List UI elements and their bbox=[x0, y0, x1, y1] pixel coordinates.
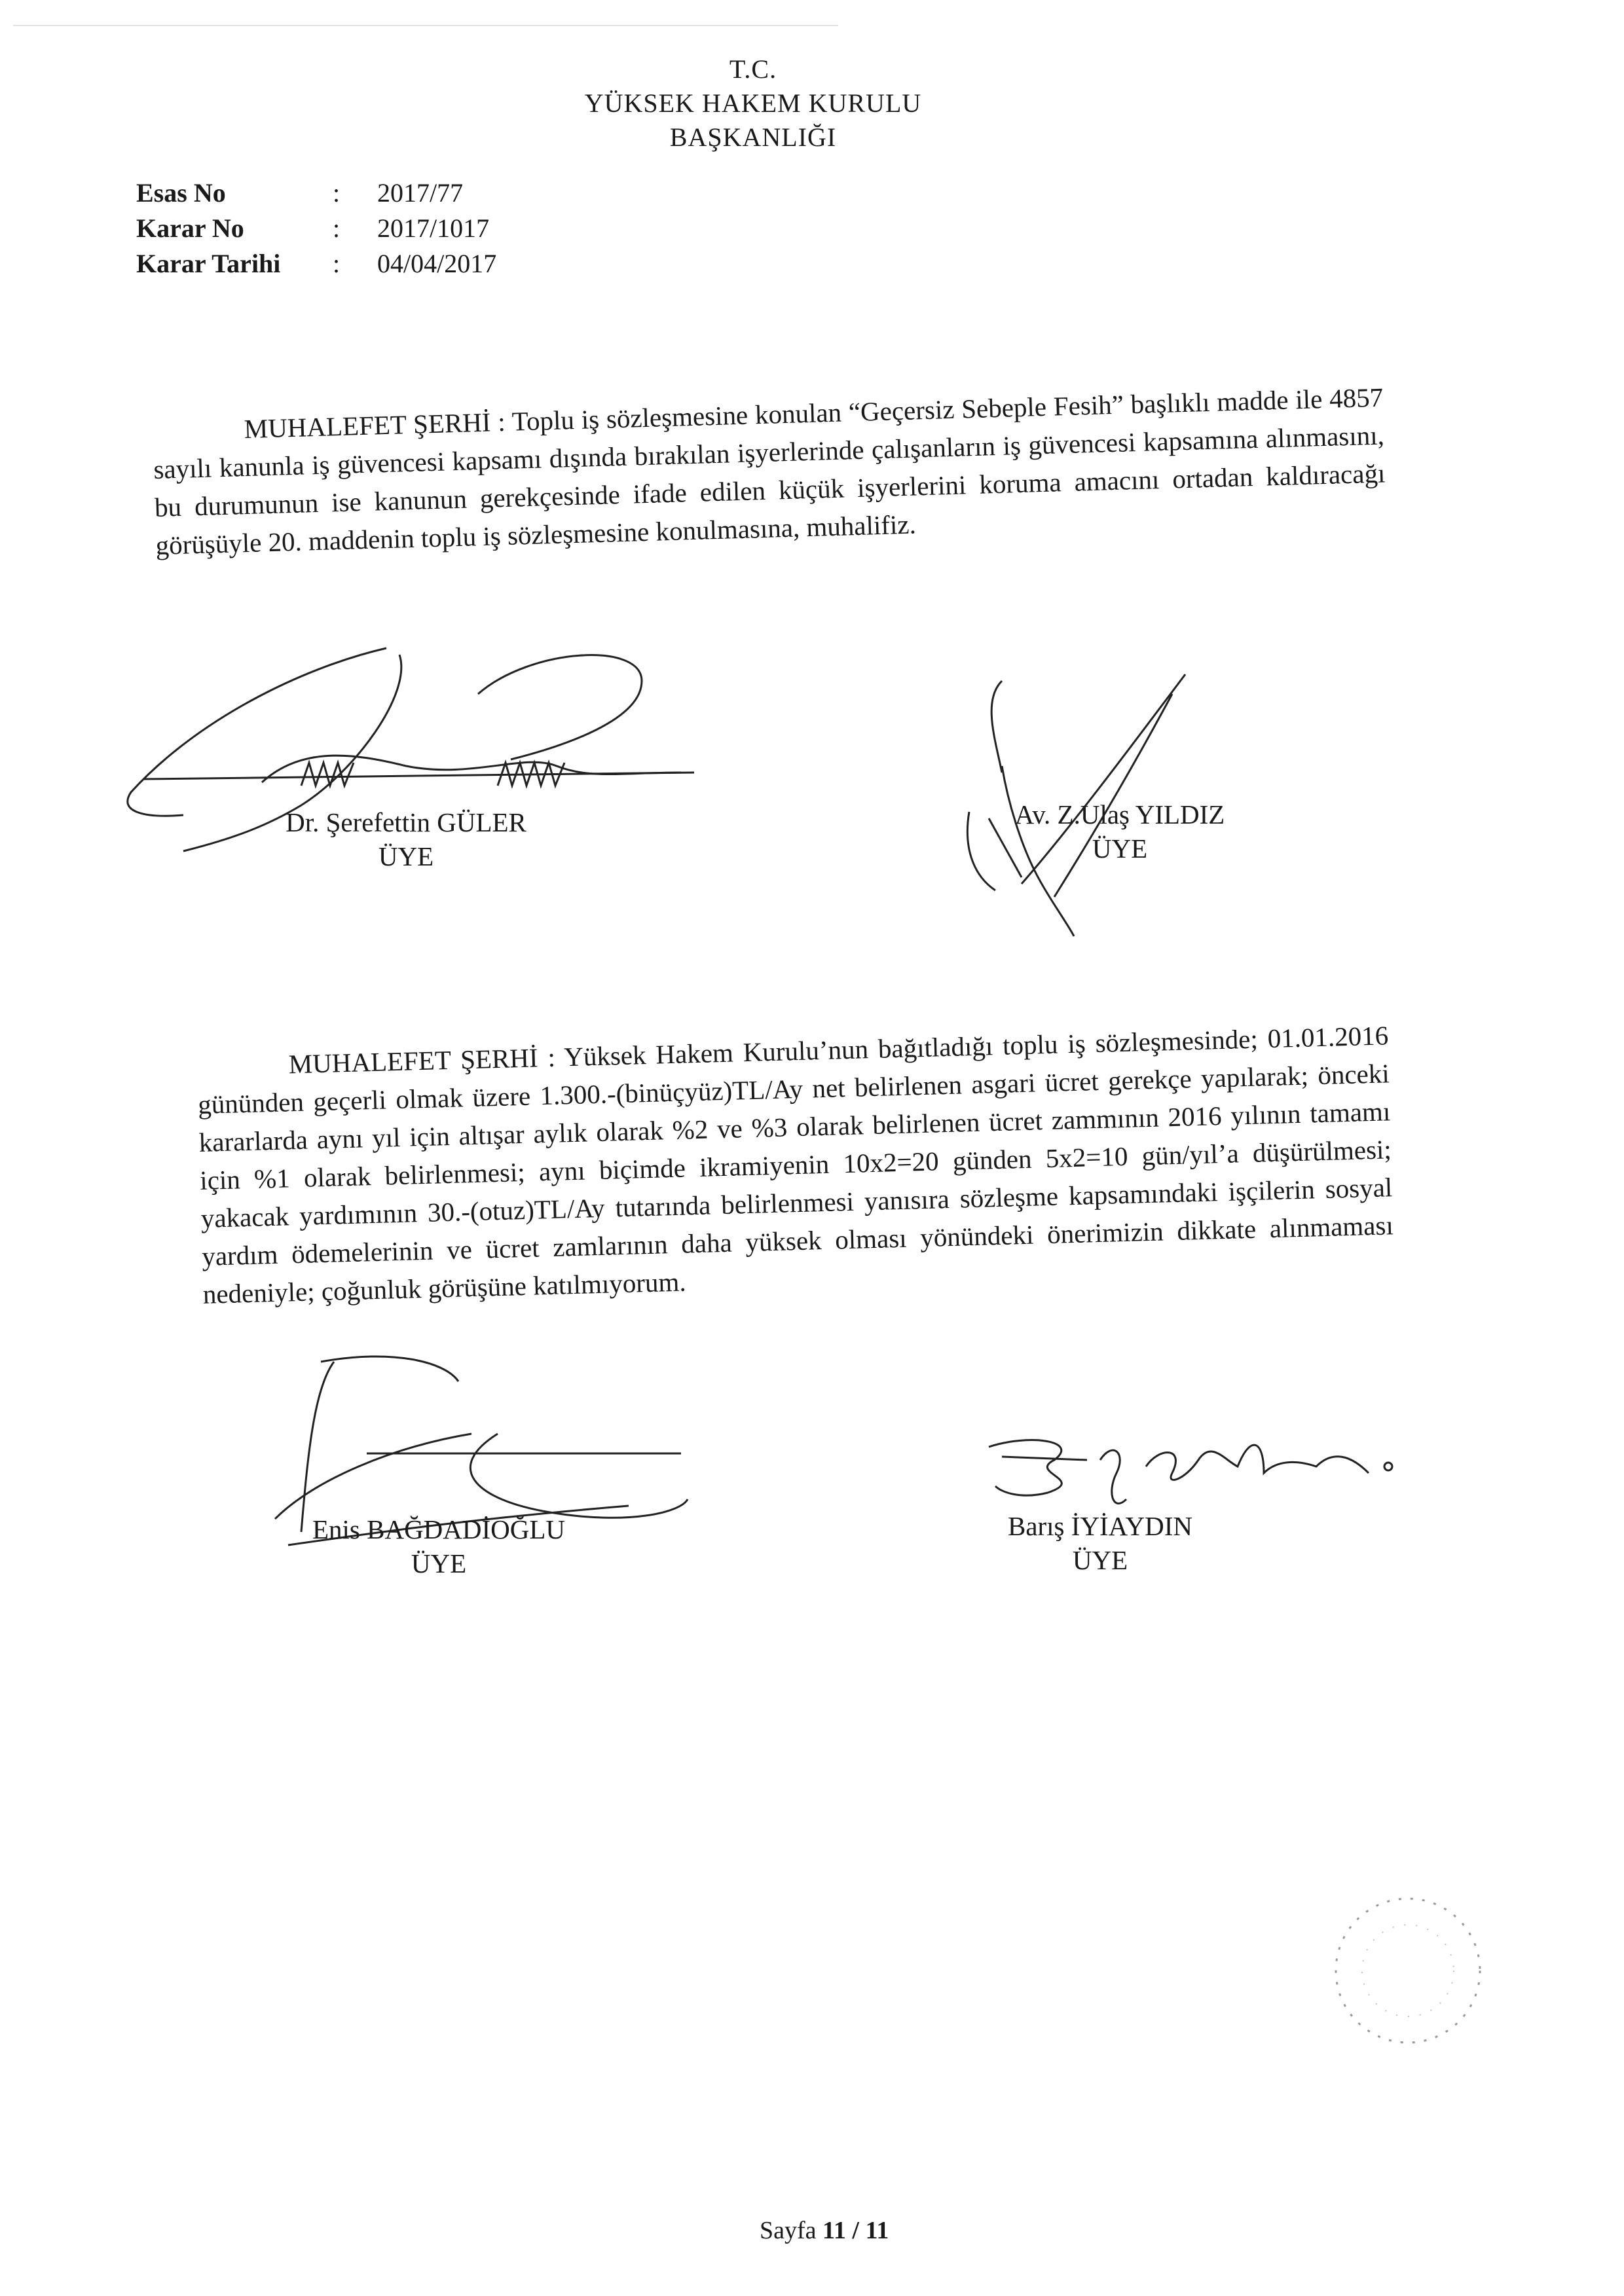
signatory-2a bbox=[262, 1512, 616, 1580]
dissent-2-text: MUHALEFET ŞERHİ : Yüksek Hakem Kurulu’nun bağıtladığı toplu iş sözleşmesinde; 01.01.2016 gününden geçerli olmak üzere 1.300.-(binüçyüz)TL/Ay net belirlenen asgari ücret gerekçe yapılarak; önceki kararlarda aynı yıl için altışar aylık olarak %2 ve %3 olarak belirlenen ücret zammının 2016 yılının tamamı için %1 olarak belirlenmesi; aynı biçimde ikramiyenin 10x2=20 günden 5x2=10 gün/yıl’a düşürülmesi; yakacak yardımının 30.-(otuz)TL/Ay tutarında belirlenmesi yanısıra sözleşme kapsamındaki işçilerin sosyal yardım ödemelerinin ve ücret zamlarının daha yüksek olması yönündeki önerimizin dikkate alınmaması nedeniyle; çoğunluk görüşüne katılmıyorum. bbox=[197, 1020, 1394, 1309]
signatory-1b-name: Av. Z.Ulaş YILDIZ bbox=[1014, 799, 1225, 829]
signatory-2b-name: Barış İYİAYDIN bbox=[1007, 1511, 1193, 1541]
signatory-1b bbox=[943, 797, 1297, 866]
signatory-2a-name: Enis BAĞDADİOĞLU bbox=[312, 1514, 566, 1544]
signatory-1a bbox=[223, 805, 589, 873]
case-metadata bbox=[136, 175, 496, 282]
signature-iyiaydin bbox=[976, 1421, 1408, 1519]
esas-row bbox=[136, 175, 496, 211]
karar-value: 2017/1017 bbox=[377, 213, 490, 243]
signatory-2b bbox=[923, 1509, 1277, 1577]
signatory-1a-role: ÜYE bbox=[378, 841, 434, 871]
tarih-row bbox=[136, 246, 496, 282]
header-institution: YÜKSEK HAKEM KURULU bbox=[584, 88, 922, 118]
signatory-1b-role: ÜYE bbox=[1092, 833, 1148, 864]
signatory-2a-role: ÜYE bbox=[411, 1548, 467, 1578]
signatory-1a-name: Dr. Şerefettin GÜLER bbox=[286, 807, 526, 837]
header-tc: T.C. bbox=[729, 54, 777, 84]
esas-value: 2017/77 bbox=[377, 178, 464, 208]
footer-prefix: Sayfa bbox=[760, 2217, 817, 2244]
tarih-value: 04/04/2017 bbox=[377, 249, 497, 278]
tarih-colon: : bbox=[333, 249, 341, 278]
signatory-2b-role: ÜYE bbox=[1072, 1545, 1128, 1575]
faint-seal-stamp bbox=[1310, 1872, 1506, 2069]
karar-label: Karar No bbox=[136, 213, 244, 243]
top-rule bbox=[13, 25, 838, 26]
header-presidency: BAŞKANLIĞI bbox=[669, 122, 837, 152]
dissent-opinion-1 bbox=[152, 378, 1387, 564]
karar-colon: : bbox=[333, 213, 341, 243]
page-footer bbox=[760, 2216, 889, 2245]
esas-colon: : bbox=[333, 178, 341, 208]
dissent-1-text: MUHALEFET ŞERHİ : Toplu iş sözleşmesine konulan “Geçersiz Sebeple Fesih” başlıklı madde ile 4857 sayılı kanunla iş güvencesi kapsamı dışında bırakılan işyerlerinde çalışanların iş güvencesi kapsamına alınmasını, bu durumunun ise kanunun gerekçesinde ifade edilen küçük işyerlerini koruma amacını ortadan kaldıracağı görüşüyle 20. maddenin toplu iş sözleşmesine konulmasına, muhalifiz. bbox=[153, 382, 1386, 560]
tarih-label: Karar Tarihi bbox=[136, 249, 281, 278]
page-number: 11 / 11 bbox=[822, 2217, 889, 2244]
dissent-opinion-2 bbox=[196, 1016, 1395, 1313]
esas-label: Esas No bbox=[136, 178, 226, 208]
karar-row bbox=[136, 211, 496, 246]
